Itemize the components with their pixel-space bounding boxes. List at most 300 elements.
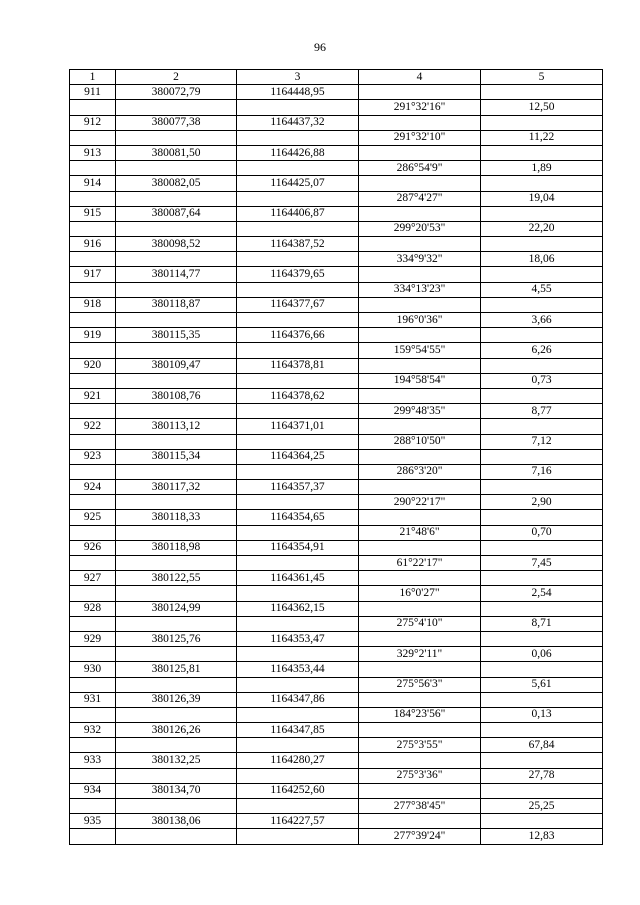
table-cell bbox=[237, 130, 359, 145]
table-cell: 275°4'10" bbox=[359, 616, 481, 631]
table-cell: 926 bbox=[70, 540, 116, 555]
table-cell bbox=[116, 252, 237, 267]
table-cell: 918 bbox=[70, 297, 116, 312]
coordinates-table bbox=[69, 69, 603, 845]
table-row bbox=[70, 100, 603, 115]
table-cell: 1164357,37 bbox=[237, 480, 359, 495]
table-cell bbox=[481, 206, 603, 221]
table-cell bbox=[70, 404, 116, 419]
table-row bbox=[70, 419, 603, 434]
table-cell: 380081,50 bbox=[116, 145, 237, 160]
table-row bbox=[70, 799, 603, 814]
table-cell bbox=[237, 525, 359, 540]
table-cell bbox=[237, 343, 359, 358]
table-cell: 380138,06 bbox=[116, 814, 237, 829]
table-cell: 8,71 bbox=[481, 616, 603, 631]
page-number: 96 bbox=[314, 40, 326, 54]
table-row bbox=[70, 571, 603, 586]
table-cell: 1164361,45 bbox=[237, 571, 359, 586]
table-cell bbox=[237, 738, 359, 753]
table-cell bbox=[237, 829, 359, 844]
table-cell: 380098,52 bbox=[116, 237, 237, 252]
table-cell: 25,25 bbox=[481, 799, 603, 814]
table-row bbox=[70, 768, 603, 783]
table-cell: 929 bbox=[70, 631, 116, 646]
table-cell bbox=[237, 282, 359, 297]
table-cell: 291°32'10" bbox=[359, 130, 481, 145]
table-cell bbox=[116, 616, 237, 631]
table-cell: 919 bbox=[70, 328, 116, 343]
table-row bbox=[70, 145, 603, 160]
table-cell: 1164227,57 bbox=[237, 814, 359, 829]
table-cell: 286°3'20" bbox=[359, 464, 481, 479]
table-cell bbox=[481, 540, 603, 555]
table-cell: 380134,70 bbox=[116, 783, 237, 798]
table-cell bbox=[237, 647, 359, 662]
table-cell: 380125,81 bbox=[116, 662, 237, 677]
table-cell bbox=[70, 434, 116, 449]
column-header: 1 bbox=[70, 70, 116, 85]
table-cell bbox=[116, 829, 237, 844]
table-cell bbox=[70, 556, 116, 571]
table-cell bbox=[237, 495, 359, 510]
table-cell bbox=[70, 829, 116, 844]
table-cell: 380118,87 bbox=[116, 297, 237, 312]
table-row bbox=[70, 464, 603, 479]
table-row bbox=[70, 510, 603, 525]
table-cell: 380122,55 bbox=[116, 571, 237, 586]
table-cell bbox=[116, 647, 237, 662]
table-cell bbox=[359, 540, 481, 555]
table-cell: 928 bbox=[70, 601, 116, 616]
table-cell: 934 bbox=[70, 783, 116, 798]
table-cell bbox=[70, 252, 116, 267]
table-cell: 1164448,95 bbox=[237, 85, 359, 100]
table-cell: 1164354,65 bbox=[237, 510, 359, 525]
table-cell bbox=[116, 191, 237, 206]
table-cell bbox=[359, 723, 481, 738]
table-cell bbox=[481, 115, 603, 130]
table-cell: 4,55 bbox=[481, 282, 603, 297]
table-cell bbox=[481, 631, 603, 646]
table-cell bbox=[116, 434, 237, 449]
table-row bbox=[70, 434, 603, 449]
table-cell bbox=[481, 237, 603, 252]
table-cell: 1164425,07 bbox=[237, 176, 359, 191]
table-cell bbox=[70, 768, 116, 783]
table-cell: 912 bbox=[70, 115, 116, 130]
table-cell bbox=[481, 692, 603, 707]
table-cell: 380113,12 bbox=[116, 419, 237, 434]
table-cell: 0,06 bbox=[481, 647, 603, 662]
table-cell: 380132,25 bbox=[116, 753, 237, 768]
table-cell: 913 bbox=[70, 145, 116, 160]
table-cell bbox=[481, 510, 603, 525]
table-cell: 277°39'24" bbox=[359, 829, 481, 844]
table-cell: 3,66 bbox=[481, 313, 603, 328]
table-cell: 12,50 bbox=[481, 100, 603, 115]
table-cell bbox=[359, 267, 481, 282]
table-cell: 7,16 bbox=[481, 464, 603, 479]
table-row bbox=[70, 161, 603, 176]
table-cell: 927 bbox=[70, 571, 116, 586]
table-cell bbox=[70, 647, 116, 662]
table-cell bbox=[237, 161, 359, 176]
table-cell: 380115,34 bbox=[116, 449, 237, 464]
table-cell: 920 bbox=[70, 358, 116, 373]
table-cell: 932 bbox=[70, 723, 116, 738]
table-cell bbox=[116, 313, 237, 328]
table-cell bbox=[359, 571, 481, 586]
table-cell: 1164371,01 bbox=[237, 419, 359, 434]
table-row bbox=[70, 221, 603, 236]
table-cell bbox=[116, 677, 237, 692]
table-cell: 275°56'3" bbox=[359, 677, 481, 692]
table-cell bbox=[359, 237, 481, 252]
table-row bbox=[70, 647, 603, 662]
table-cell: 380117,32 bbox=[116, 480, 237, 495]
table-cell bbox=[116, 100, 237, 115]
table-cell: 925 bbox=[70, 510, 116, 525]
table-cell: 1,89 bbox=[481, 161, 603, 176]
table-row bbox=[70, 677, 603, 692]
table-cell: 1164437,32 bbox=[237, 115, 359, 130]
table-cell: 914 bbox=[70, 176, 116, 191]
table-cell: 11,22 bbox=[481, 130, 603, 145]
table-cell bbox=[481, 145, 603, 160]
table-cell bbox=[359, 601, 481, 616]
table-cell bbox=[70, 464, 116, 479]
table-cell bbox=[70, 495, 116, 510]
table-cell bbox=[359, 206, 481, 221]
table-cell bbox=[70, 373, 116, 388]
table-row bbox=[70, 783, 603, 798]
table-cell: 27,78 bbox=[481, 768, 603, 783]
table-cell: 380118,33 bbox=[116, 510, 237, 525]
table-cell bbox=[481, 571, 603, 586]
table-row bbox=[70, 373, 603, 388]
table-cell bbox=[237, 252, 359, 267]
table-cell bbox=[359, 449, 481, 464]
table-header-row bbox=[70, 70, 603, 85]
table-cell: 380115,35 bbox=[116, 328, 237, 343]
table-cell: 380108,76 bbox=[116, 388, 237, 403]
table-cell: 380087,64 bbox=[116, 206, 237, 221]
table-cell: 1164406,87 bbox=[237, 206, 359, 221]
table-cell: 6,26 bbox=[481, 343, 603, 358]
table-cell: 334°9'32" bbox=[359, 252, 481, 267]
table-cell: 1164354,91 bbox=[237, 540, 359, 555]
table-cell: 19,04 bbox=[481, 191, 603, 206]
table-cell bbox=[116, 586, 237, 601]
table-cell: 16°0'27" bbox=[359, 586, 481, 601]
table-cell bbox=[70, 799, 116, 814]
table-cell: 923 bbox=[70, 449, 116, 464]
table-cell: 0,13 bbox=[481, 707, 603, 722]
table-cell bbox=[116, 221, 237, 236]
table-cell bbox=[359, 419, 481, 434]
table-cell bbox=[359, 145, 481, 160]
table-row bbox=[70, 297, 603, 312]
table-cell bbox=[70, 282, 116, 297]
table-cell: 916 bbox=[70, 237, 116, 252]
table-cell bbox=[359, 85, 481, 100]
table-row bbox=[70, 662, 603, 677]
table-cell bbox=[481, 328, 603, 343]
table-cell: 18,06 bbox=[481, 252, 603, 267]
table-row bbox=[70, 480, 603, 495]
table-cell: 931 bbox=[70, 692, 116, 707]
table-cell: 1164387,52 bbox=[237, 237, 359, 252]
table-cell bbox=[359, 358, 481, 373]
table-cell: 380072,79 bbox=[116, 85, 237, 100]
table-cell: 159°54'55" bbox=[359, 343, 481, 358]
table-row bbox=[70, 130, 603, 145]
table-cell: 329°2'11" bbox=[359, 647, 481, 662]
table-cell bbox=[70, 343, 116, 358]
table-cell bbox=[481, 601, 603, 616]
column-header: 3 bbox=[237, 70, 359, 85]
table-cell bbox=[481, 176, 603, 191]
table-cell: 1164426,88 bbox=[237, 145, 359, 160]
table-row bbox=[70, 313, 603, 328]
table-cell: 61°22'17" bbox=[359, 556, 481, 571]
table-cell bbox=[481, 85, 603, 100]
table-cell: 922 bbox=[70, 419, 116, 434]
table-cell: 1164378,81 bbox=[237, 358, 359, 373]
table-cell bbox=[70, 191, 116, 206]
table-cell: 22,20 bbox=[481, 221, 603, 236]
table-cell bbox=[70, 677, 116, 692]
table-cell bbox=[116, 738, 237, 753]
table-cell: 194°58'54" bbox=[359, 373, 481, 388]
table-cell bbox=[116, 799, 237, 814]
table-cell: 380126,26 bbox=[116, 723, 237, 738]
table-cell bbox=[359, 631, 481, 646]
table-cell: 291°32'16" bbox=[359, 100, 481, 115]
table-cell: 380109,47 bbox=[116, 358, 237, 373]
table-cell bbox=[70, 221, 116, 236]
table-cell bbox=[481, 267, 603, 282]
table-cell: 1164376,66 bbox=[237, 328, 359, 343]
table-cell: 917 bbox=[70, 267, 116, 282]
table-row bbox=[70, 814, 603, 829]
table-cell: 287°4'27" bbox=[359, 191, 481, 206]
table-cell: 1164347,86 bbox=[237, 692, 359, 707]
table-cell: 2,90 bbox=[481, 495, 603, 510]
table-row bbox=[70, 829, 603, 844]
table-cell bbox=[481, 783, 603, 798]
table-row bbox=[70, 237, 603, 252]
table-cell bbox=[237, 768, 359, 783]
table-cell bbox=[70, 313, 116, 328]
table-row bbox=[70, 692, 603, 707]
table-row bbox=[70, 616, 603, 631]
table-cell: 275°3'36" bbox=[359, 768, 481, 783]
table-row bbox=[70, 358, 603, 373]
table-cell bbox=[237, 464, 359, 479]
table-cell bbox=[237, 586, 359, 601]
table-row bbox=[70, 176, 603, 191]
table-cell bbox=[359, 480, 481, 495]
table-cell bbox=[237, 616, 359, 631]
table-cell: 380077,38 bbox=[116, 115, 237, 130]
table-cell bbox=[237, 221, 359, 236]
table-cell bbox=[70, 130, 116, 145]
table-row bbox=[70, 525, 603, 540]
table-cell: 286°54'9" bbox=[359, 161, 481, 176]
table-cell bbox=[237, 100, 359, 115]
table-body bbox=[70, 85, 603, 844]
table-cell bbox=[237, 677, 359, 692]
table-row bbox=[70, 601, 603, 616]
table-row bbox=[70, 540, 603, 555]
table-cell: 380114,77 bbox=[116, 267, 237, 282]
table-cell bbox=[359, 297, 481, 312]
table-cell bbox=[70, 707, 116, 722]
table-cell bbox=[116, 525, 237, 540]
table-cell bbox=[237, 373, 359, 388]
table-cell bbox=[237, 799, 359, 814]
table-cell: 1164362,15 bbox=[237, 601, 359, 616]
table-cell: 935 bbox=[70, 814, 116, 829]
table-cell: 21°48'6" bbox=[359, 525, 481, 540]
table-cell bbox=[70, 616, 116, 631]
table-cell: 2,54 bbox=[481, 586, 603, 601]
table-cell: 380082,05 bbox=[116, 176, 237, 191]
table-row bbox=[70, 495, 603, 510]
table-row bbox=[70, 404, 603, 419]
table-cell: 1164347,85 bbox=[237, 723, 359, 738]
table-cell bbox=[481, 723, 603, 738]
table-cell: 275°3'55" bbox=[359, 738, 481, 753]
table-cell: 1164353,47 bbox=[237, 631, 359, 646]
table-cell bbox=[70, 161, 116, 176]
table-cell: 1164379,65 bbox=[237, 267, 359, 282]
table-cell: 334°13'23" bbox=[359, 282, 481, 297]
table-row bbox=[70, 723, 603, 738]
table-cell: 380126,39 bbox=[116, 692, 237, 707]
table-row bbox=[70, 388, 603, 403]
table-row bbox=[70, 252, 603, 267]
table-cell bbox=[116, 495, 237, 510]
table-cell: 288°10'50" bbox=[359, 434, 481, 449]
table-cell bbox=[359, 753, 481, 768]
table-cell bbox=[481, 753, 603, 768]
table-cell bbox=[481, 388, 603, 403]
table-cell bbox=[237, 707, 359, 722]
table-cell: 1164280,27 bbox=[237, 753, 359, 768]
table-cell: 12,83 bbox=[481, 829, 603, 844]
table-cell bbox=[481, 662, 603, 677]
table-row bbox=[70, 738, 603, 753]
table-row bbox=[70, 115, 603, 130]
table-cell bbox=[359, 692, 481, 707]
table-cell bbox=[359, 115, 481, 130]
table-cell bbox=[237, 434, 359, 449]
table-cell: 277°38'45" bbox=[359, 799, 481, 814]
table-row bbox=[70, 206, 603, 221]
table-cell: 933 bbox=[70, 753, 116, 768]
table-cell: 911 bbox=[70, 85, 116, 100]
table-row bbox=[70, 343, 603, 358]
column-header: 4 bbox=[359, 70, 481, 85]
table-cell bbox=[237, 404, 359, 419]
table-cell: 184°23'56" bbox=[359, 707, 481, 722]
table-cell: 915 bbox=[70, 206, 116, 221]
table-cell bbox=[116, 768, 237, 783]
table-cell: 5,61 bbox=[481, 677, 603, 692]
table-cell: 1164353,44 bbox=[237, 662, 359, 677]
table-cell bbox=[70, 586, 116, 601]
table-cell: 1164252,60 bbox=[237, 783, 359, 798]
table-cell bbox=[359, 388, 481, 403]
table-cell: 290°22'17" bbox=[359, 495, 481, 510]
table-cell bbox=[359, 662, 481, 677]
table-cell: 196°0'36" bbox=[359, 313, 481, 328]
table-cell bbox=[481, 814, 603, 829]
table-row bbox=[70, 85, 603, 100]
table-cell: 380124,99 bbox=[116, 601, 237, 616]
table-cell bbox=[116, 130, 237, 145]
table-cell bbox=[116, 282, 237, 297]
table-cell: 380118,98 bbox=[116, 540, 237, 555]
table-row bbox=[70, 191, 603, 206]
table-cell bbox=[116, 707, 237, 722]
table-row bbox=[70, 586, 603, 601]
table-cell bbox=[359, 783, 481, 798]
table-cell bbox=[237, 191, 359, 206]
table-row bbox=[70, 328, 603, 343]
table-cell bbox=[359, 510, 481, 525]
table-cell: 0,70 bbox=[481, 525, 603, 540]
table-cell bbox=[70, 738, 116, 753]
table-cell bbox=[116, 343, 237, 358]
table-cell bbox=[116, 464, 237, 479]
table-cell bbox=[481, 419, 603, 434]
table-cell: 8,77 bbox=[481, 404, 603, 419]
table-row bbox=[70, 753, 603, 768]
table-row bbox=[70, 556, 603, 571]
table-cell bbox=[70, 525, 116, 540]
table-row bbox=[70, 282, 603, 297]
table-cell bbox=[481, 449, 603, 464]
table-cell bbox=[481, 297, 603, 312]
table-cell: 1164364,25 bbox=[237, 449, 359, 464]
table-row bbox=[70, 267, 603, 282]
table-cell: 1164377,67 bbox=[237, 297, 359, 312]
table-cell bbox=[237, 556, 359, 571]
table-cell: 924 bbox=[70, 480, 116, 495]
table-cell bbox=[481, 358, 603, 373]
column-header: 2 bbox=[116, 70, 237, 85]
table-cell bbox=[70, 100, 116, 115]
table-cell bbox=[481, 480, 603, 495]
column-header: 5 bbox=[481, 70, 603, 85]
table-cell: 930 bbox=[70, 662, 116, 677]
table-cell: 67,84 bbox=[481, 738, 603, 753]
table-cell bbox=[237, 313, 359, 328]
table-cell bbox=[116, 161, 237, 176]
table-cell: 7,12 bbox=[481, 434, 603, 449]
table-row bbox=[70, 707, 603, 722]
table-row bbox=[70, 631, 603, 646]
table-cell bbox=[359, 176, 481, 191]
table-cell: 0,73 bbox=[481, 373, 603, 388]
table-cell bbox=[359, 814, 481, 829]
table-cell bbox=[116, 556, 237, 571]
table-cell: 921 bbox=[70, 388, 116, 403]
